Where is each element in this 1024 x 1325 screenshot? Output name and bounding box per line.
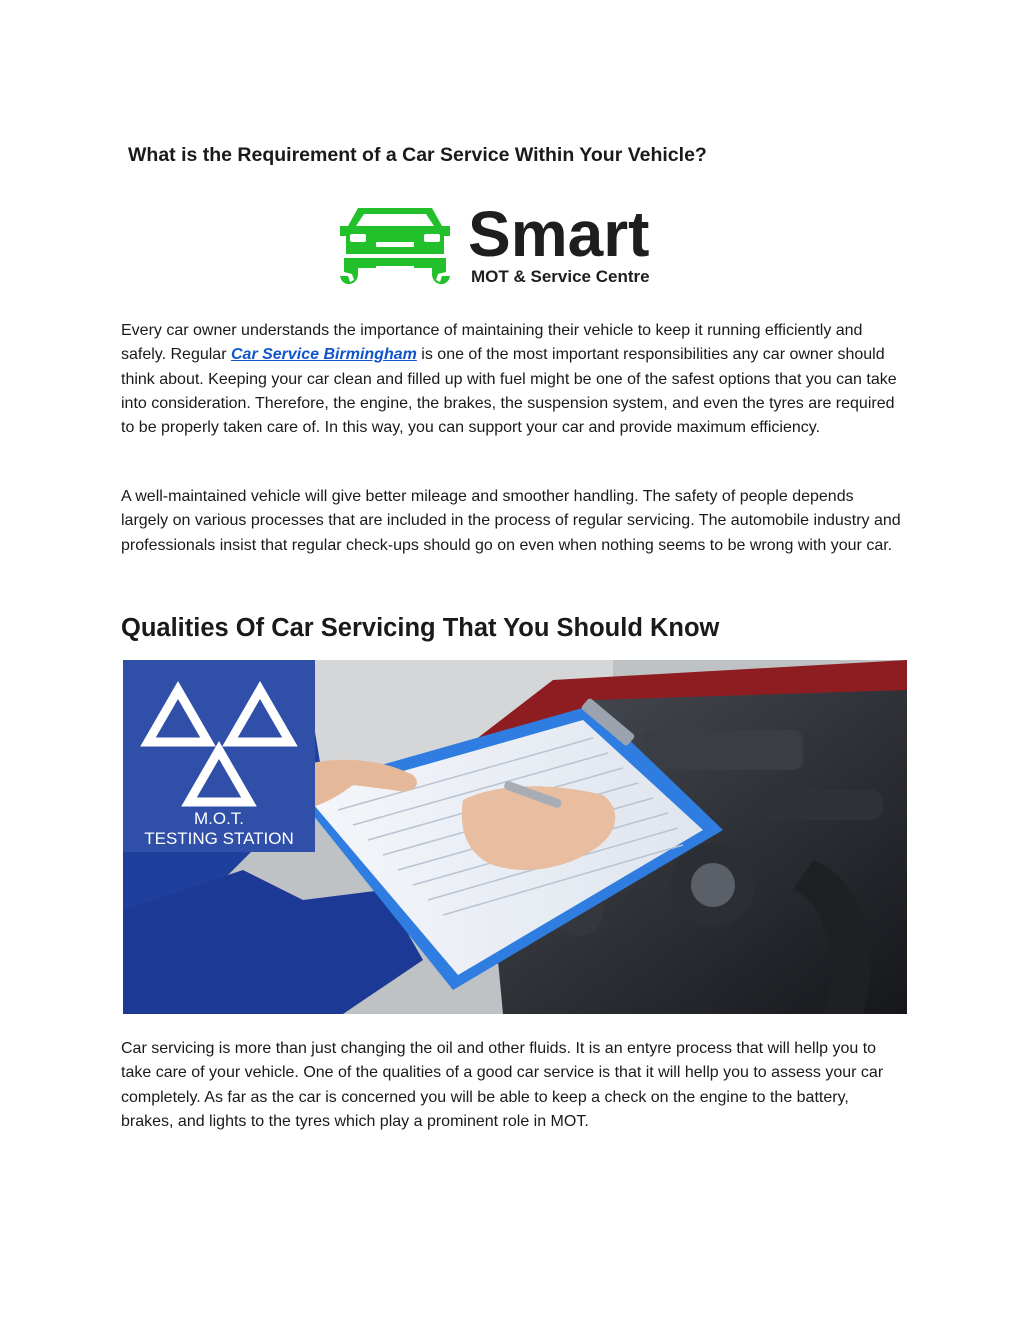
car-service-birmingham-link[interactable]: Car Service Birmingham: [230, 346, 417, 364]
document-title: What is the Requirement of a Car Service Within Your Vehicle?: [128, 144, 707, 166]
smart-logo: [340, 196, 670, 296]
maintenance-paragraph: A well-maintained vehicle will give better mileage and smoother handling. The safety of people depends largely on various processes that are included in the process of regular servicing. The automobile industry and professionals insist that regular check-ups should go on even when nothing seems to be wrong with your car.: [121, 488, 901, 554]
intro-paragraph: [121, 319, 901, 440]
intro-text-after: is one of the most important responsibilities any car owner should think about. Keeping your car clean and filled up with fuel might be one of the safest options that you can take into consideration. Therefore, the engine, the brakes, the suspension system, and even the tyres are required to be properly taken care of. In this way, you can support your car and provide maximum efficiency.: [121, 346, 897, 437]
servicing-paragraph: Car servicing is more than just changing the oil and other fluids. It is an entyre process that will hellp you to take care of your vehicle. One of the qualities of a good car service is that it will hellp you to assess your car completely. As far as the car is concerned you will be able to keep a check on the engine to the battery, brakes, and lights to the tyres which play a prominent role in MOT.: [121, 1040, 884, 1130]
mot-inspection-photo: [123, 660, 907, 1014]
car-wrench-icon: [340, 196, 670, 296]
section-heading: Qualities Of Car Servicing That You Should Know: [121, 614, 720, 642]
intro-text-before: Every car owner understands the importance of maintaining their vehicle to keep it running efficiently and safely. Regular: [121, 322, 863, 364]
logo-tagline: MOT & Service Centre: [471, 267, 650, 286]
mot-badge-line1: M.O.T.: [193, 809, 245, 828]
mot-badge-line2: TESTING STATION: [144, 829, 294, 848]
logo-brand: Smart: [468, 198, 650, 270]
